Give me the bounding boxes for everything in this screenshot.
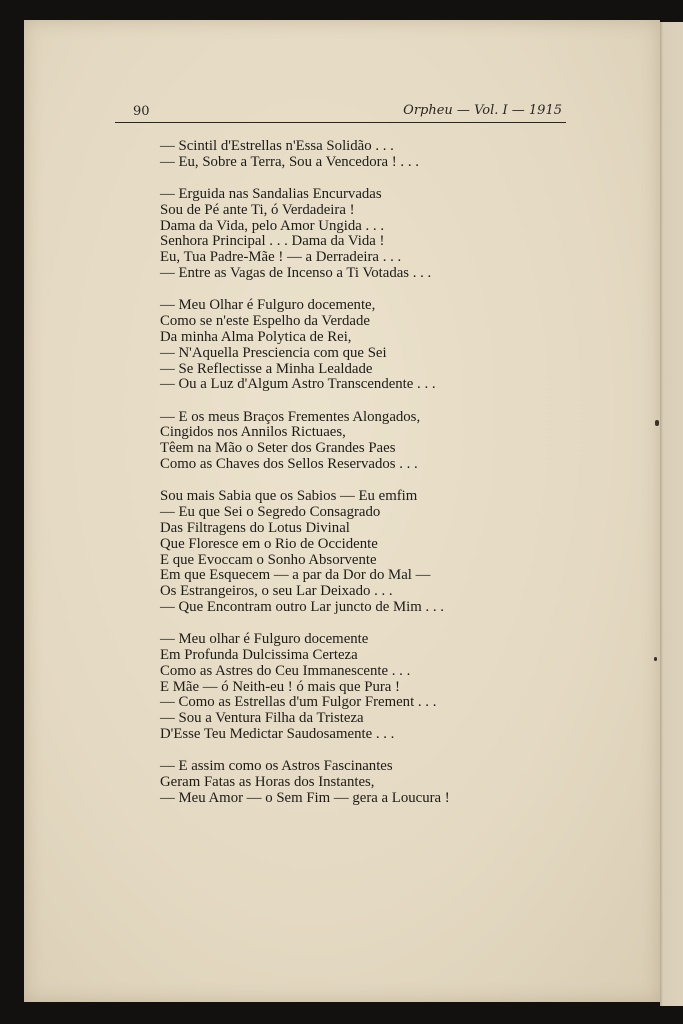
poem-line: — N'Aquella Presciencia com que Sei	[160, 344, 387, 361]
poem-line: — Como as Estrellas d'um Fulgor Frement . . .	[160, 694, 437, 711]
poem-line: — Sou a Ventura Filha da Tristeza	[160, 710, 364, 727]
stanza	[160, 489, 500, 615]
facing-page-edge	[660, 22, 683, 1006]
running-head: Orpheu — Vol. I — 1915	[403, 103, 562, 118]
stanza	[160, 187, 500, 282]
poem-line: — Ou a Luz d'Algum Astro Transcendente . . .	[160, 376, 436, 393]
poem-line: — Que Encontram outro Lar juncto de Mim . . .	[160, 598, 444, 615]
stanza	[160, 139, 500, 171]
poem-line: — Entre as Vagas de Incenso a Ti Votadas . . .	[160, 265, 432, 282]
poem-line: Como as Chaves dos Sellos Reservados . . .	[160, 456, 418, 473]
poem-line: Senhora Principal . . . Dama da Vida !	[160, 233, 385, 250]
poem-line: D'Esse Teu Medictar Saudosamente . . .	[160, 726, 395, 742]
poem-line: — E assim como os Astros Fascinantes	[160, 758, 393, 775]
poem-line: Dama da Vida, pelo Amor Ungida . . .	[160, 217, 385, 234]
poem-line: Geram Fatas as Horas dos Instantes,	[160, 774, 375, 791]
paper-blemish	[655, 420, 659, 426]
poem-line: Da minha Alma Polytica de Rei,	[160, 328, 352, 345]
poem-line: Sou de Pé ante Ti, ó Verdadeira !	[160, 201, 355, 218]
poem-line: Como as Astres do Ceu Immanescente . . .	[160, 662, 411, 679]
poem-line: — Se Reflectisse a Minha Lealdade	[160, 360, 373, 377]
poem-line: Em Profunda Dulcissima Certeza	[160, 647, 358, 664]
page-header	[115, 100, 566, 123]
poem-line: Em que Esquecem — a par da Dor do Mal —	[160, 567, 431, 584]
poem-line: Têem na Mão o Seter dos Grandes Paes	[160, 440, 396, 457]
poem-line: Que Floresce em o Rio de Occidente	[160, 535, 378, 552]
poem-line: — Eu, Sobre a Terra, Sou a Vencedora ! . . .	[160, 153, 419, 170]
poem-line: E que Evoccam o Sonho Absorvente	[160, 551, 377, 568]
poem-line: Sou mais Sabia que os Sabios — Eu emfim	[160, 488, 418, 505]
poem-body	[160, 139, 500, 823]
stanza	[160, 632, 500, 743]
poem-line: — Scintil d'Estrellas n'Essa Solidão . . .	[160, 138, 394, 154]
poem-line: Como se n'este Espelho da Verdade	[160, 313, 370, 330]
poem-line: Os Estrangeiros, o seu Lar Deixado . . .	[160, 583, 393, 600]
poem-line: Das Filtragens do Lotus Divinal	[160, 519, 350, 536]
poem-line: Eu, Tua Padre-Mãe ! — a Derradeira . . .	[160, 249, 402, 266]
poem-line: — E os meus Braços Frementes Alongados,	[160, 408, 421, 425]
stanza	[160, 759, 500, 806]
poem-line: E Mãe — ó Neith-eu ! ó mais que Pura !	[160, 678, 400, 695]
stanza	[160, 410, 500, 473]
poem-line: — Erguida nas Sandalias Encurvadas	[160, 186, 382, 203]
poem-line: — Meu Amor — o Sem Fim — gera a Loucura !	[160, 789, 450, 806]
paper-blemish	[654, 657, 657, 661]
poem-line: — Meu olhar é Fulguro docemente	[160, 631, 369, 648]
stanza	[160, 298, 500, 393]
page-number: 90	[133, 104, 150, 119]
poem-line: Cingidos nos Annilos Rictuaes,	[160, 424, 346, 441]
poem-line: — Meu Olhar é Fulguro docemente,	[160, 297, 376, 314]
poem-line: — Eu que Sei o Segredo Consagrado	[160, 504, 381, 521]
